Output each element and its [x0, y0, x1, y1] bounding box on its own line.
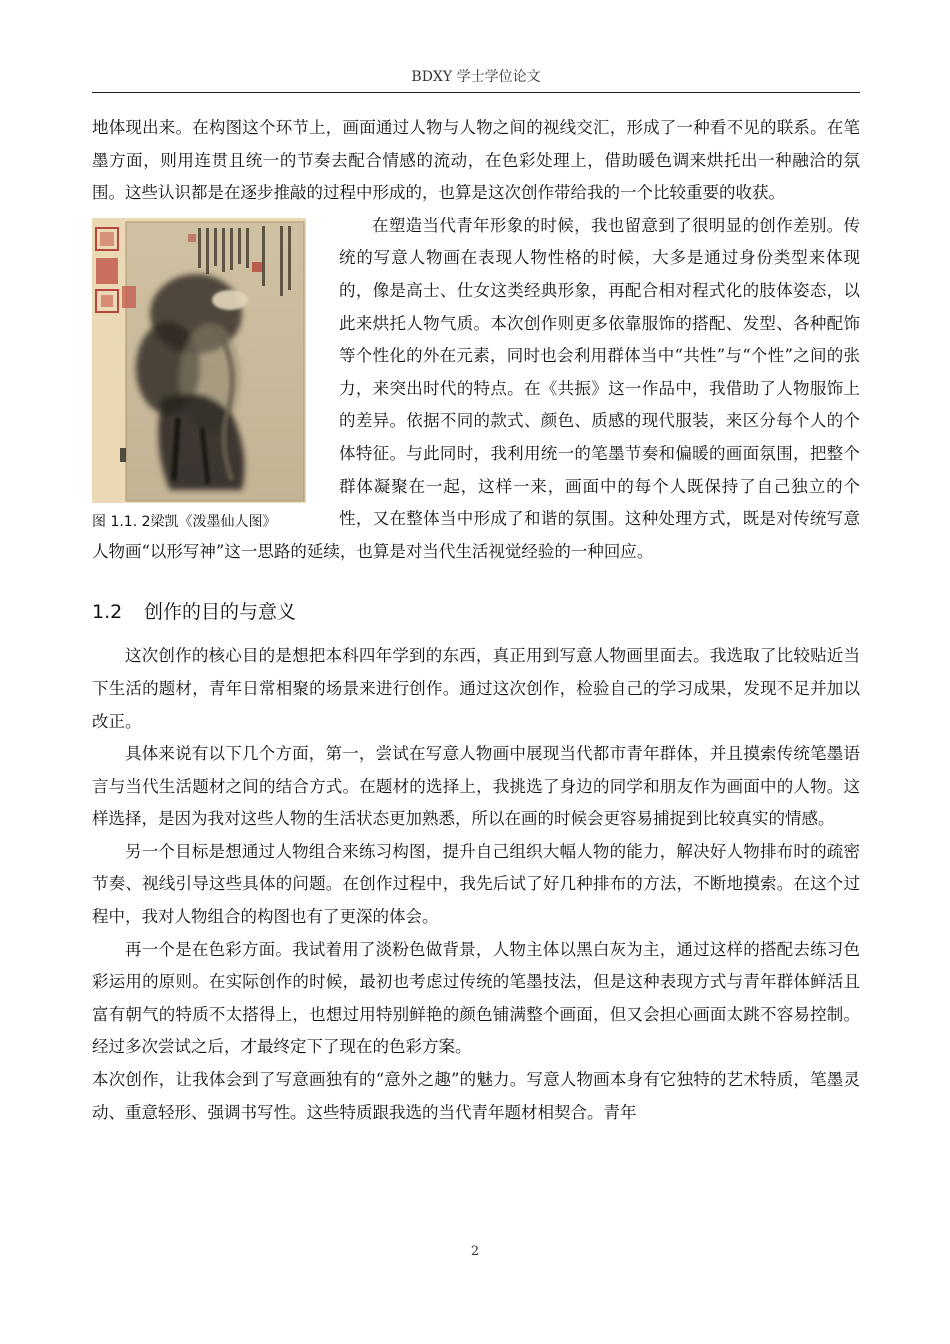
section-paragraph-5: 本次创作，让我体会到了写意画独有的“意外之趣”的魅力。写意人物画本身有它独特的艺术特质，笔墨灵动、重意轻形、强调书写性。这些特质跟我选的当代青年题材相契合。青年	[92, 1070, 860, 1122]
section-heading	[92, 594, 860, 630]
body-text	[92, 112, 860, 1129]
section-title: 创作的目的与意义	[144, 601, 297, 624]
paragraph-continued: 地体现出来。在构图这个环节上，画面通过人物与人物之间的视线交汇，形成了一种看不见的联系。在笔墨方面，则用连贯且统一的节奏去配合情感的流动，在色彩处理上，借助暖色调来烘托出一种融洽的氛围。这些认识都是在逐步推敲的过程中形成的，也算是这次创作带给我的一个比较重要的收获。	[92, 118, 860, 203]
section-paragraph-2: 具体来说有以下几个方面，第一，尝试在写意人物画中展现当代都市青年群体，并且摸索传统笔墨语言与当代生活题材之间的结合方式。在题材的选择上，我挑选了身边的同学和朋友作为画面中的人物。这样选择，是因为我对这些人物的生活状态更加熟悉，所以在画的时候会更容易捕捉到比较真实的情感。	[92, 744, 860, 829]
paragraph-with-figure: 在塑造当代青年形象的时候，我也留意到了很明显的创作差别。传统的写意人物画在表现人物性格的时候，大多是通过身份类型来体现的，像是高士、仕女这类经典形象，再配合相对程式化的肢体姿态，以此来烘托人物气质。本次创作则更多依靠服饰的搭配、发型、各种配饰等个性化的外在元素，同时也会利用群体当中“共性”与“个性”之间的张力，来突出时代的特点。在《共振》这一作品中，我借助了人物服饰上的差异。依据不同的款式、颜色、质感的现代服装，来区分每个人的个体特征。与此同时，我利用统一的笔墨节奏和偏暖的画面氛围，把整个群体凝聚在一起，这样一来，画面中的每个人既保持了自己独立的个性，又在整体当中形成了和谐的氛围。这种处理方式，既是对传统写意人物画“以形写神”这一思路的延续，也算是对当代生活视觉经验的一种回应。	[92, 215, 860, 561]
section-number: 1.2	[92, 601, 123, 624]
figure-caption: 图 1.1. 2梁凯《泼墨仙人图》	[92, 513, 277, 530]
page-number: 2	[470, 1244, 480, 1259]
header-title: BDXY 学士学位论文	[411, 69, 541, 85]
ink-painting-image	[92, 218, 306, 503]
section-paragraph-4: 再一个是在色彩方面。我试着用了淡粉色做背景，人物主体以黑白灰为主，通过这样的搭配去练习色彩运用的原则。在实际创作的时候，最初也考虑过传统的笔墨技法，但是这种表现方式与青年群体鲜活且富有朝气的特质不太搭得上，也想过用特别鲜艳的颜色铺满整个画面，但又会担心画面太跳不容易控制。经过多次尝试之后，才最终定下了现在的色彩方案。	[92, 939, 860, 1057]
page-header	[92, 62, 860, 93]
section-paragraph-1: 这次创作的核心目的是想把本科四年学到的东西，真正用到写意人物画里面去。我选取了比较贴近当下生活的题材，青年日常相聚的场景来进行创作。通过这次创作，检验自己的学习成果，发现不足并加以改正。	[92, 646, 860, 731]
figure	[92, 210, 317, 533]
section-paragraph-3: 另一个目标是想通过人物组合来练习构图，提升自己组织大幅人物的能力，解决好人物排布时的疏密节奏、视线引导这些具体的问题。在创作过程中，我先后试了好几种排布的方法，不断地摸索。在这个过程中，我对人物组合的构图也有了更深的体会。	[92, 841, 860, 927]
